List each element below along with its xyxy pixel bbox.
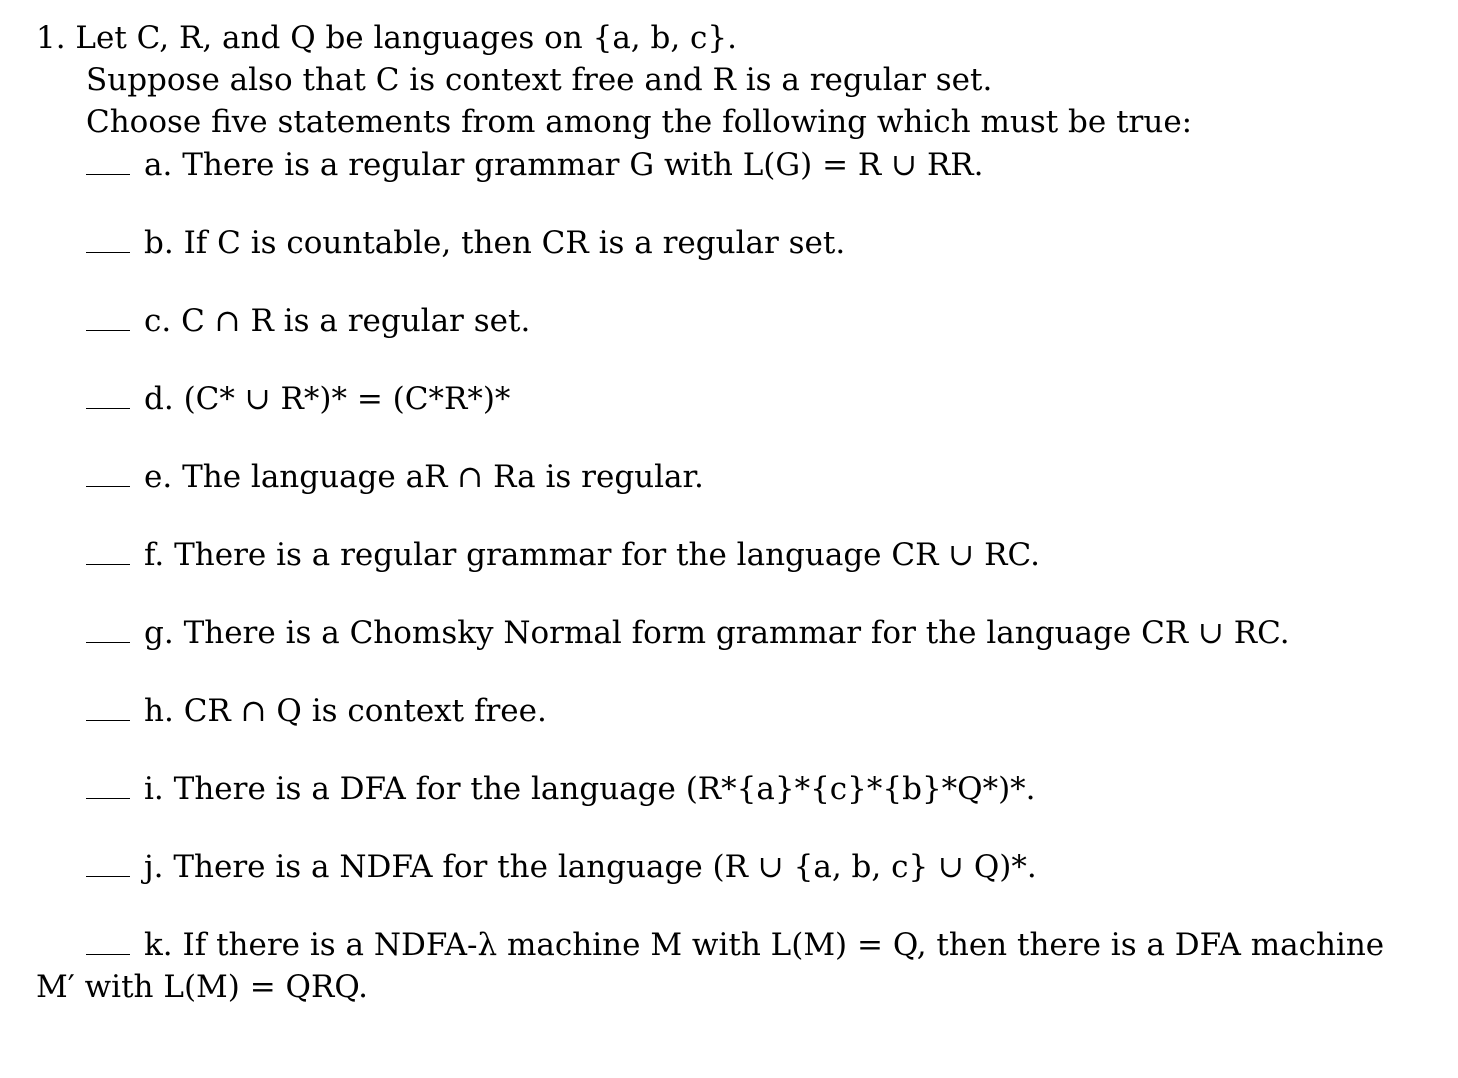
- problem-intro-line-1: 1. Let C, R, and Q be languages on {a, b, c}.: [36, 20, 737, 56]
- statement-b-text: If C is countable, then CR is a regular set.: [183, 225, 846, 261]
- statement-b-label: b.: [144, 225, 174, 261]
- answer-blank-e[interactable]: [86, 485, 130, 487]
- answer-blank-g[interactable]: [86, 641, 130, 643]
- statement-f-text: There is a regular grammar for the language CR ∪ RC.: [174, 537, 1040, 573]
- statement-d-label: d.: [144, 381, 174, 417]
- statement-g-label: g.: [144, 615, 174, 651]
- statement-g: [86, 613, 1290, 653]
- answer-blank-c[interactable]: [86, 329, 130, 331]
- statement-j: [86, 847, 1037, 887]
- statement-k-text: If there is a NDFA-λ machine M with L(M) = Q, then there is a DFA machine: [182, 927, 1385, 963]
- statement-g-text: There is a Chomsky Normal form grammar for the language CR ∪ RC.: [183, 615, 1290, 651]
- answer-blank-j[interactable]: [86, 875, 130, 877]
- answer-blank-k[interactable]: [86, 953, 130, 955]
- statement-k-label: k.: [144, 927, 173, 963]
- problem-intro-line-3: Choose five statements from among the following which must be true:: [86, 104, 1193, 140]
- answer-blank-h[interactable]: [86, 719, 130, 721]
- statement-a-text: There is a regular grammar G with L(G) = R ∪ RR.: [182, 147, 984, 183]
- statement-a: [86, 145, 983, 185]
- statement-k-continuation: M′ with L(M) = QRQ.: [36, 969, 369, 1005]
- answer-blank-b[interactable]: [86, 251, 130, 253]
- statement-h: [86, 691, 547, 731]
- statement-e: [86, 457, 704, 497]
- answer-blank-i[interactable]: [86, 797, 130, 799]
- statement-k: [86, 925, 1384, 965]
- statement-j-label: j.: [144, 849, 164, 885]
- statement-i-text: There is a DFA for the language (R*{a}*{c}*{b}*Q*)*.: [173, 771, 1036, 807]
- statement-c-label: c.: [144, 303, 172, 339]
- statement-j-text: There is a NDFA for the language (R ∪ {a, b, c} ∪ Q)*.: [173, 849, 1037, 885]
- answer-blank-f[interactable]: [86, 563, 130, 565]
- statement-d-text: (C* ∪ R*)* = (C*R*)*: [183, 381, 511, 417]
- statement-e-label: e.: [144, 459, 173, 495]
- answer-blank-a[interactable]: [86, 173, 130, 175]
- statement-i-label: i.: [144, 771, 164, 807]
- answer-blank-d[interactable]: [86, 407, 130, 409]
- statement-c: [86, 301, 530, 341]
- statement-d: [86, 379, 510, 419]
- statement-a-label: a.: [144, 147, 173, 183]
- statement-b: [86, 223, 845, 263]
- statement-f-label: f.: [144, 537, 165, 573]
- statement-c-text: C ∩ R is a regular set.: [181, 303, 531, 339]
- statement-h-text: CR ∩ Q is context free.: [183, 693, 547, 729]
- statement-h-label: h.: [144, 693, 174, 729]
- statement-f: [86, 535, 1040, 575]
- problem-intro-line-2: Suppose also that C is context free and R is a regular set.: [86, 62, 993, 98]
- statement-e-text: The language aR ∩ Ra is regular.: [182, 459, 704, 495]
- statement-i: [86, 769, 1036, 809]
